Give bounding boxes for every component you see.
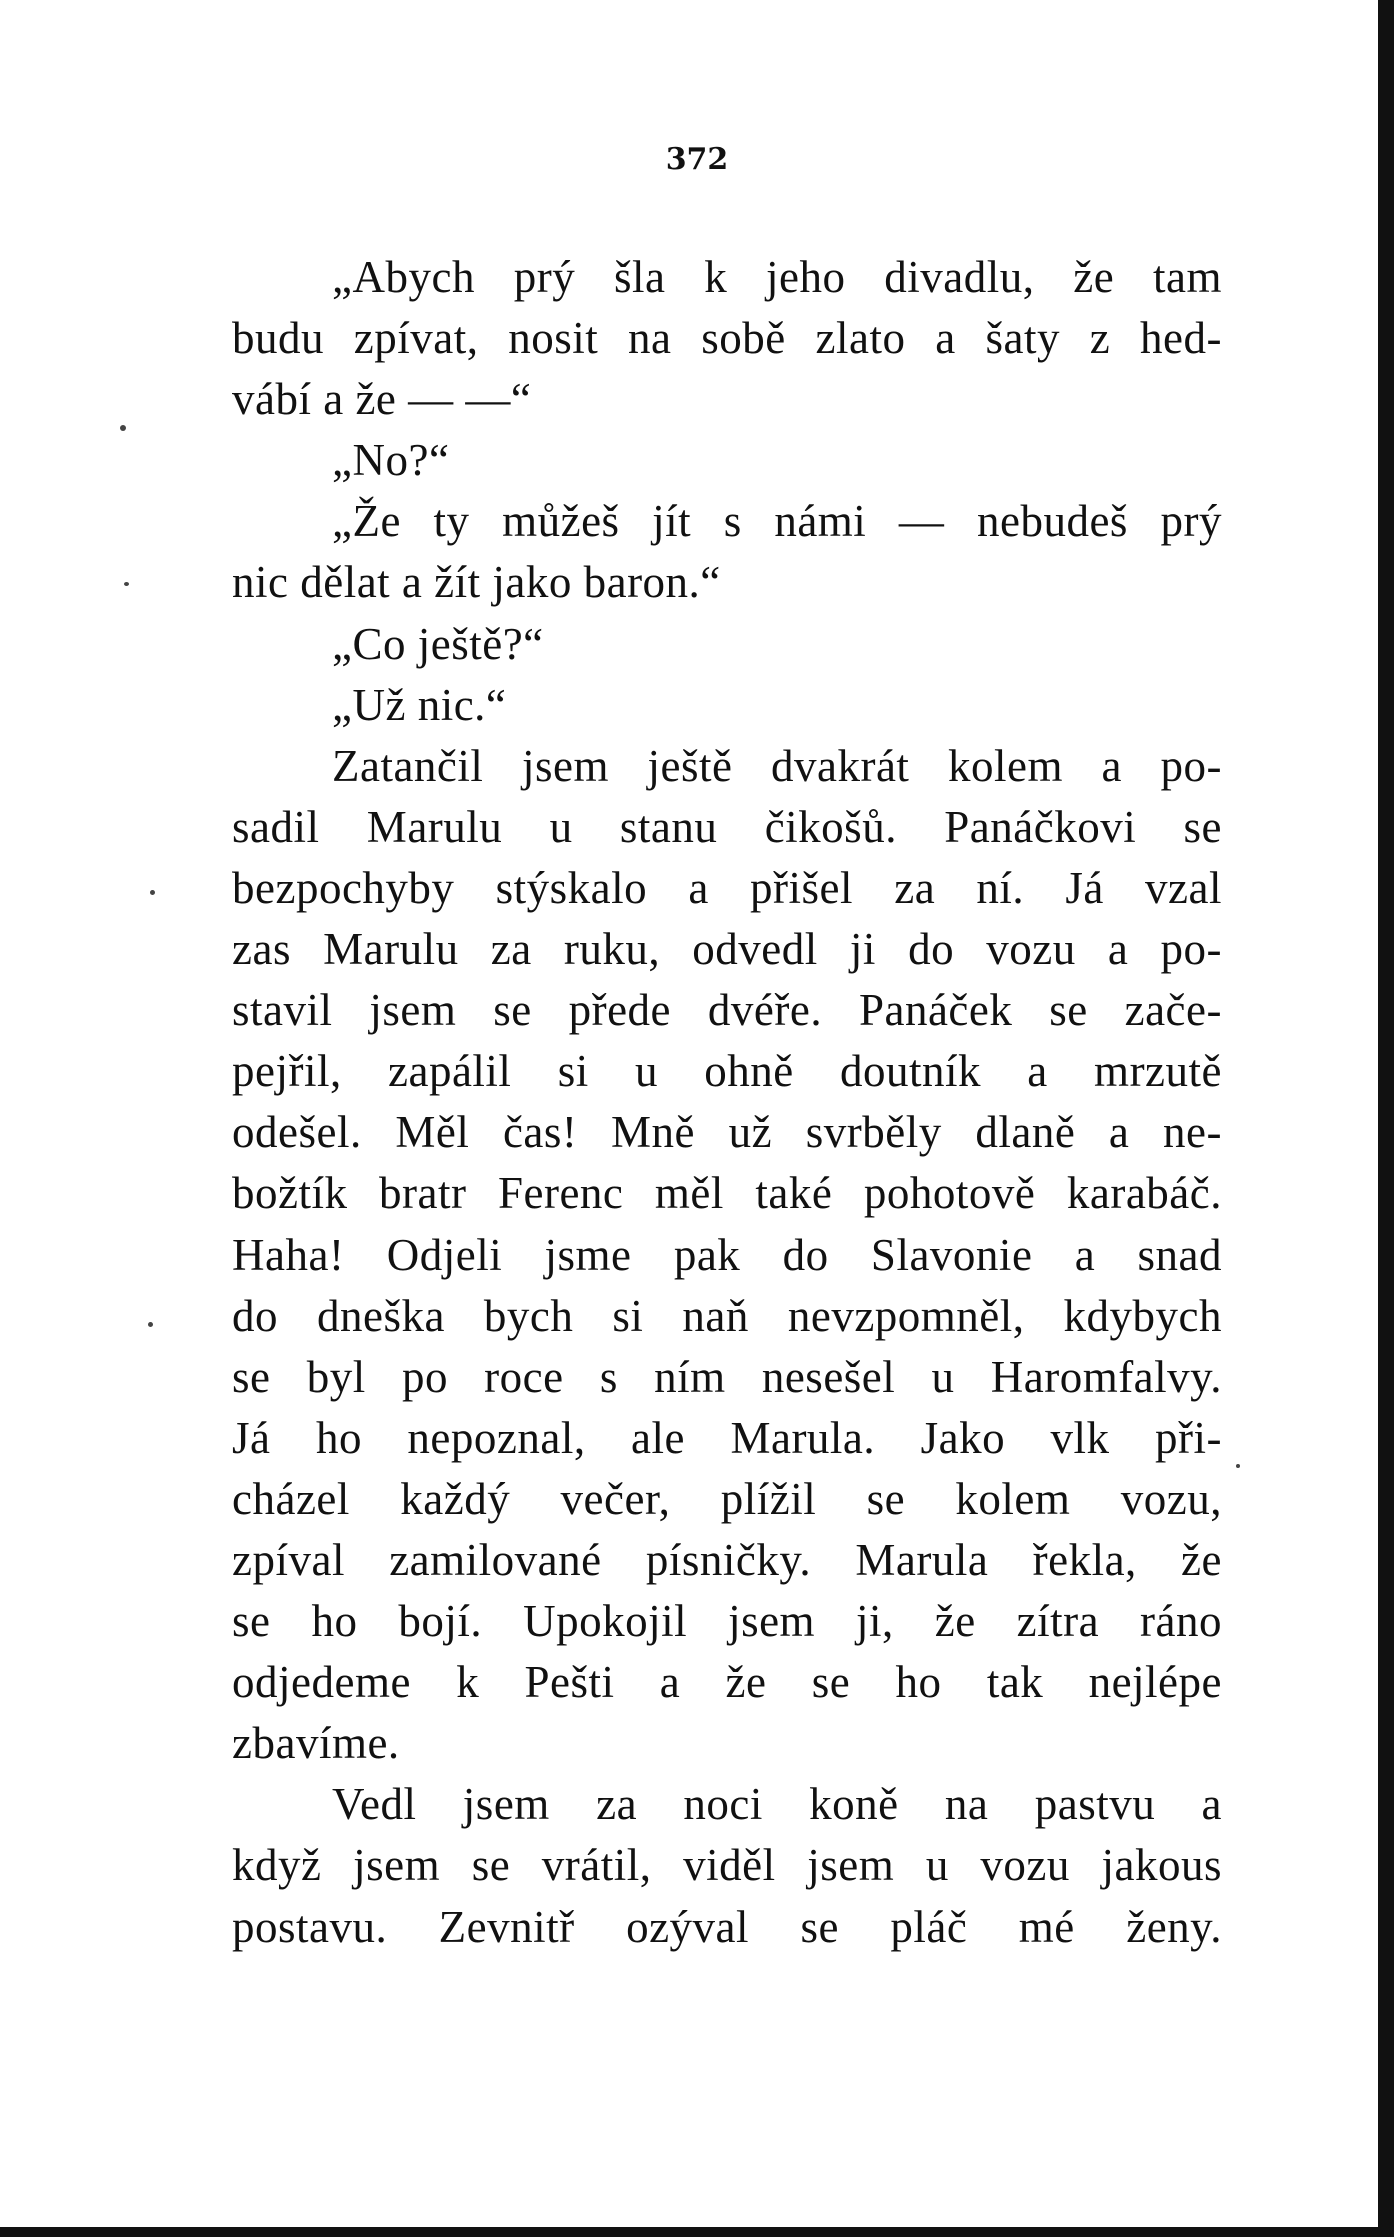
body-text: [232, 247, 1222, 1958]
text-line: „No?“: [332, 435, 450, 486]
scan-speck: [124, 582, 129, 586]
text-line: Vedl jsem za noci koně na pastvu a: [332, 1779, 1222, 1830]
text-line: se byl po roce s ním nesešel u Haromfalvy.: [232, 1351, 1222, 1402]
text-line: pejřil, zapálil si u ohně doutník a mrzutě: [232, 1046, 1222, 1097]
text-line: vábí a že — —“: [232, 374, 532, 425]
scan-border-right: [1378, 0, 1394, 2237]
page-number: 372: [665, 142, 729, 177]
scan-speck: [150, 890, 155, 895]
text-line: nic dělat a žít jako baron.“: [232, 557, 721, 608]
text-line: „Už nic.“: [332, 679, 507, 730]
text-line: božtík bratr Ferenc měl také pohotově karabáč.: [232, 1168, 1222, 1219]
text-line: „Abych prý šla k jeho divadlu, že tam: [332, 252, 1222, 302]
text-line: zbavíme.: [232, 1718, 400, 1769]
text-line: do dneška bych si naň nevzpomněl, kdybych: [232, 1290, 1222, 1341]
scan-speck: [120, 425, 126, 431]
text-line: „Že ty můžeš jít s námi — nebudeš prý: [332, 496, 1222, 547]
text-line: bezpochyby stýskalo a přišel za ní. Já vzal: [232, 862, 1222, 913]
text-line: „Co ještě?“: [332, 618, 544, 669]
text-line: stavil jsem se přede dvéře. Panáček se zače-: [232, 985, 1222, 1036]
text-line: zpíval zamilované písničky. Marula řekla, že: [232, 1534, 1222, 1585]
scan-speck: [1236, 1464, 1240, 1468]
text-line: postavu. Zevnitř ozýval se pláč mé ženy.: [232, 1901, 1222, 1952]
text-line: cházel každý večer, plížil se kolem vozu,: [232, 1473, 1222, 1524]
text-line: se ho bojí. Upokojil jsem ji, že zítra ráno: [232, 1596, 1222, 1647]
text-line: odešel. Měl čas! Mně už svrběly dlaně a ne-: [232, 1107, 1222, 1158]
text-line: budu zpívat, nosit na sobě zlato a šaty z hed-: [232, 313, 1222, 364]
text-line: Já ho nepoznal, ale Marula. Jako vlk při-: [232, 1412, 1222, 1463]
text-line: Haha! Odjeli jsme pak do Slavonie a snad: [232, 1229, 1222, 1280]
text-line: zas Marulu za ruku, odvedl ji do vozu a po-: [232, 924, 1222, 975]
text-line: Zatančil jsem ještě dvakrát kolem a po-: [332, 740, 1222, 791]
scan-speck: [148, 1322, 153, 1327]
text-line: když jsem se vrátil, viděl jsem u vozu jakous: [232, 1840, 1222, 1891]
scan-border-bottom: [0, 2227, 1394, 2237]
text-line: sadil Marulu u stanu čikošů. Panáčkovi se: [232, 801, 1222, 852]
text-line: odjedeme k Pešti a že se ho tak nejlépe: [232, 1657, 1222, 1708]
